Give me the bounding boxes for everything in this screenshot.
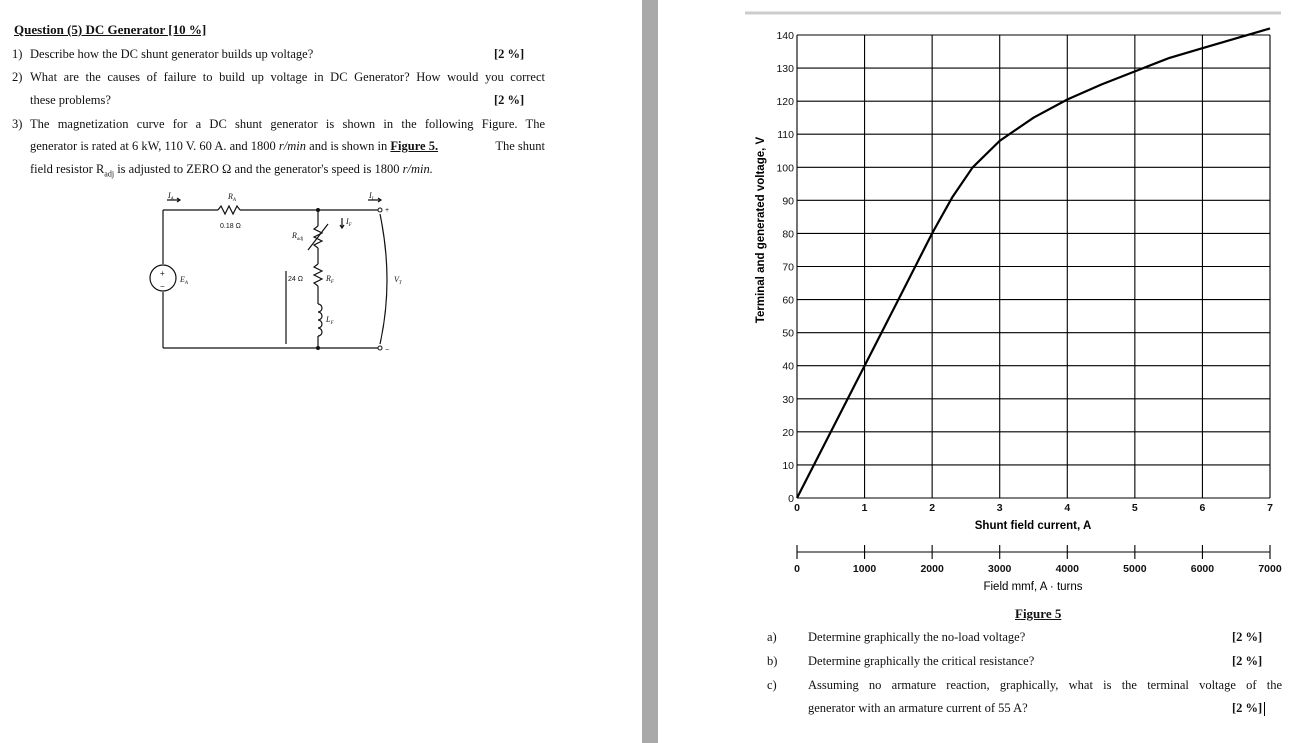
figure-caption: Figure 5 <box>1015 606 1062 621</box>
label-vt: $V_T$ <box>394 275 402 286</box>
q2-number: 2) <box>12 70 23 84</box>
label-radj: $R_{adj}$ <box>292 231 304 242</box>
sub-b-text: Determine graphically the critical resistance? <box>808 654 1035 668</box>
y-axis-label: Terminal and generated voltage, V <box>755 136 767 324</box>
y-tick-label: 110 <box>777 129 794 142</box>
sub-c-letter: c) <box>767 678 777 692</box>
label-out-minus: − <box>385 347 390 354</box>
y-tick-label: 30 <box>782 393 794 406</box>
sub-b-letter: b) <box>767 654 778 668</box>
magnetization-curve <box>797 28 1270 498</box>
x2-tick-label: 0 <box>794 563 800 575</box>
label-if: $I_F$ <box>346 217 352 228</box>
y-tick-label: 70 <box>782 261 794 274</box>
x2-tick-label: 2000 <box>920 563 944 575</box>
y-tick-label: 140 <box>776 30 794 42</box>
q1-text: Describe how the DC shunt generator builds up voltage? <box>30 47 314 61</box>
y-tick-label: 120 <box>776 96 794 109</box>
x-tick-label: 0 <box>794 502 800 514</box>
y-tick-label: 10 <box>782 459 794 472</box>
label-ra: $R_A$ <box>228 192 236 203</box>
sub-a-mark: [2 %] <box>1232 630 1263 644</box>
label-ia: $I_A$ <box>168 191 174 202</box>
figure-reference: Figure 5. <box>390 139 439 153</box>
label-ra-value: 0.18 Ω <box>220 223 241 230</box>
x-tick-label: 7 <box>1267 502 1273 514</box>
label-minus: − <box>160 282 165 291</box>
label-out-plus: + <box>385 207 390 214</box>
x2-tick-label: 3000 <box>988 563 1012 575</box>
sub-a-letter: a) <box>767 630 777 644</box>
y-tick-label: 0 <box>788 493 794 505</box>
x-tick-label: 3 <box>996 502 1003 514</box>
label-lf: $L_F$ <box>326 315 334 326</box>
y-tick-label: 100 <box>776 162 794 175</box>
label-rf: $R_F$ <box>326 274 334 285</box>
x-tick-label: 4 <box>1064 502 1071 514</box>
y-tick-label: 130 <box>776 63 794 76</box>
q3-line3: field resistor $R_{adj}$ is adjusted to ZERO Ω and the generator's speed is 1800 r/min. <box>30 162 433 179</box>
q2-line1: What are the causes of failure to build up voltage in DC Generator? How would you correct <box>30 70 545 84</box>
y-tick-label: 50 <box>782 327 794 340</box>
q3-line2-a: generator is rated at 6 kW, 110 V. 60 A. and 1800 r/min and is shown in Figure 5. <box>30 139 439 153</box>
x2-axis-label: Field mmf, A · turns <box>983 581 1083 593</box>
label-ea: $E_A$ <box>180 275 188 286</box>
y-tick-label: 60 <box>782 294 794 307</box>
q2-mark: [2 %] <box>494 93 525 107</box>
x-axis-label: Shunt field current, A <box>974 520 1092 532</box>
text-cursor <box>1264 702 1265 716</box>
label-24-ohm: 24 Ω <box>288 276 303 283</box>
q1-mark: [2 %] <box>494 47 525 61</box>
x-tick-label: 2 <box>929 502 936 514</box>
x-tick-label: 6 <box>1199 502 1206 514</box>
x2-tick-label: 5000 <box>1123 563 1147 575</box>
x2-tick-label: 1000 <box>852 563 877 575</box>
label-il: $I_L$ <box>369 191 375 202</box>
sub-a-text: Determine graphically the no-load voltage? <box>808 630 1026 644</box>
q3-number: 3) <box>12 117 23 131</box>
y-tick-label: 40 <box>782 360 794 373</box>
q2-line2: these problems? <box>30 93 111 107</box>
chart-secondary-axis <box>794 545 1282 575</box>
sub-c-line1: Assuming no armature reaction, graphically, what is the terminal voltage of the <box>808 678 1282 692</box>
y-tick-label: 90 <box>782 195 794 208</box>
y-tick-label: 20 <box>782 426 794 439</box>
x2-tick-label: 4000 <box>1055 563 1079 575</box>
x2-tick-label: 6000 <box>1190 563 1215 575</box>
y-tick-label: 80 <box>782 228 794 241</box>
x-tick-label: 5 <box>1131 502 1138 514</box>
x2-tick-label: 7000 <box>1258 563 1282 575</box>
q3-line2-c: The shunt <box>495 139 545 153</box>
q1-number: 1) <box>12 47 23 61</box>
chart-grid <box>797 35 1270 498</box>
sub-c-line2: generator with an armature current of 55 A? <box>808 701 1028 715</box>
label-plus: + <box>160 269 165 278</box>
sub-c-mark: [2 %] <box>1232 701 1265 716</box>
q3-line1: The magnetization curve for a DC shunt generator is shown in the following Figure. The <box>30 117 545 131</box>
question-title: Question (5) DC Generator [10 %] <box>14 22 207 37</box>
sub-b-mark: [2 %] <box>1232 654 1263 668</box>
x-tick-label: 1 <box>861 502 868 514</box>
chart-ticks <box>776 30 1273 514</box>
